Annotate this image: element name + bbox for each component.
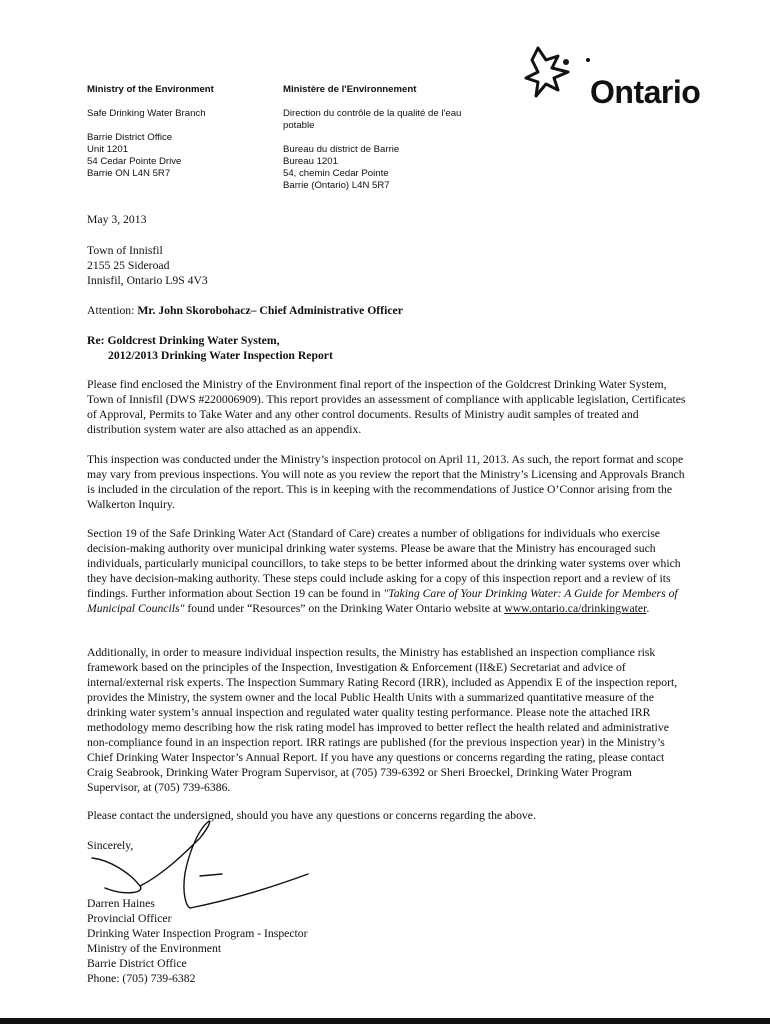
subject-line <box>87 333 687 363</box>
office-street-en: 54 Cedar Pointe Drive <box>87 156 182 167</box>
closing-text: Sincerely, <box>87 839 134 852</box>
branch-name-en: Safe Drinking Water Branch <box>87 108 206 119</box>
letter-date <box>87 212 687 227</box>
section-19-text-end: . <box>646 602 650 615</box>
signer-name: Darren Haines <box>87 897 155 910</box>
office-street-fr: 54, chemin Cedar Pointe <box>283 168 389 179</box>
paragraph-section-19-text <box>87 526 687 616</box>
signer-title: Provincial Officer <box>87 912 172 925</box>
office-unit-fr: Bureau 1201 <box>283 156 338 167</box>
paragraph-section-19 <box>87 526 687 616</box>
subject-line-2: 2012/2013 Drinking Water Inspection Report <box>108 349 333 362</box>
office-city-en: Barrie ON L4N 5R7 <box>87 168 171 179</box>
office-name-fr: Bureau du district de Barrie <box>283 144 400 155</box>
attention-line <box>87 303 687 318</box>
ontario-wordmark: Ontario <box>590 74 701 110</box>
ministry-name-fr: Ministère de l'Environnement <box>283 84 417 95</box>
ministry-name-en: Ministry of the Environment <box>87 84 214 95</box>
header-english-address <box>87 84 267 180</box>
section-19-text-b: found under “Resources” on the Drinking Water Ontario website at <box>184 602 505 615</box>
paragraph-intro-text: Please find enclosed the Ministry of the Environment final report of the inspection of the Goldcrest Drinking Water System, Town of Innisfil (DWS #220006909). This report provides an assessment of compliance with applicable legislation, Certificates of Approval, Permits to Take Water and any other control documents. Results of Ministry audit samples of treated and distribution system water are also attached as an appendix. <box>87 378 686 436</box>
signer-office: Barrie District Office <box>87 957 187 970</box>
attention-name: Mr. John Skorobohacz– Chief Administrative Officer <box>137 304 403 317</box>
branch-name-fr-line1: Direction du contrôle de la qualité de l'eau <box>283 108 462 119</box>
signer-block <box>87 896 687 986</box>
recipient-street: 2155 25 Sideroad <box>87 259 170 272</box>
office-city-fr: Barrie (Ontario) L4N 5R7 <box>283 180 390 191</box>
signer-program: Drinking Water Inspection Program - Inspector <box>87 927 308 940</box>
office-name-en: Barrie District Office <box>87 132 173 143</box>
paragraph-protocol-text: This inspection was conducted under the Ministry’s inspection protocol on April 11, 2013. As such, the report format and scope may vary from previous inspections. You will note as you review the report that the Ministry’s Licensing and Approvals Branch is included in the circulation of the report. This is in keeping with the recommendations of Justice O’Connor arising from the Walkerton Inquiry. <box>87 453 685 511</box>
recipient-city: Innisfil, Ontario L9S 4V3 <box>87 274 208 287</box>
signer-phone: Phone: (705) 739-6382 <box>87 972 196 985</box>
attention-label: Attention: <box>87 304 135 317</box>
recipient-address <box>87 243 687 288</box>
office-unit-en: Unit 1201 <box>87 144 129 155</box>
guide-title: "Taking Care of Your Drinking Water: A Guide for Members of Municipal Councils" <box>87 587 678 615</box>
date-text: May 3, 2013 <box>87 213 147 226</box>
paragraph-intro <box>87 377 687 437</box>
paragraph-protocol <box>87 452 687 512</box>
section-19-text-a: Section 19 of the Safe Drinking Water Act (Standard of Care) creates a number of obligations for individuals who exercise decision-making authority over municipal drinking water systems. Please be aware that the Ministry has encouraged such individuals, particularly municipal councillors, to take steps to be better informed about the drinking water systems over which they have decision-making authority. These steps could include asking for a copy of this inspection report and a review of its findings. Further information about Section 19 can be found in <box>87 527 681 600</box>
signer-ministry: Ministry of the Environment <box>87 942 222 955</box>
paragraph-risk-framework <box>87 645 687 795</box>
paragraph-contact-text: Please contact the undersigned, should you have any questions or concerns regarding the above. <box>87 809 536 822</box>
branch-name-fr-line2: potable <box>283 120 315 131</box>
paragraph-risk-framework-text: Additionally, in order to measure individual inspection results, the Ministry has established an inspection compliance risk framework based on the principles of the Inspection, Investigation & Enforcement (II&E) Secretariat and advice of internal/external risk experts. The Inspection Summary Rating Record (IRR), included as Appendix E of the inspection report, provides the Ministry, the system owner and the local Public Health Units with a summarized quantitative measure of the drinking water system’s annual inspection and regulated water quality testing performance. Please note the attached IRR methodology memo describing how the risk rating model has improved to better reflect the health related and administrative non-compliance found in an inspection report. IRR ratings are published (for the previous inspection year) in the Ministry’s Chief Drinking Water Inspector’s Annual Report. If you have any questions or concerns regarding the rating, please contact Craig Seabrook, Drinking Water Program Supervisor, at (705) 739-6392 or Sheri Broeckel, Drinking Water Program Supervisor, at (705) 739-6386. <box>87 646 678 794</box>
page-bottom-border <box>0 1018 770 1024</box>
recipient-name: Town of Innisfil <box>87 244 163 257</box>
subject-line-1: Re: Goldcrest Drinking Water System, <box>87 334 280 347</box>
drinking-water-ontario-link[interactable]: www.ontario.ca/drinkingwater <box>504 602 647 615</box>
header-french-address <box>283 84 493 192</box>
